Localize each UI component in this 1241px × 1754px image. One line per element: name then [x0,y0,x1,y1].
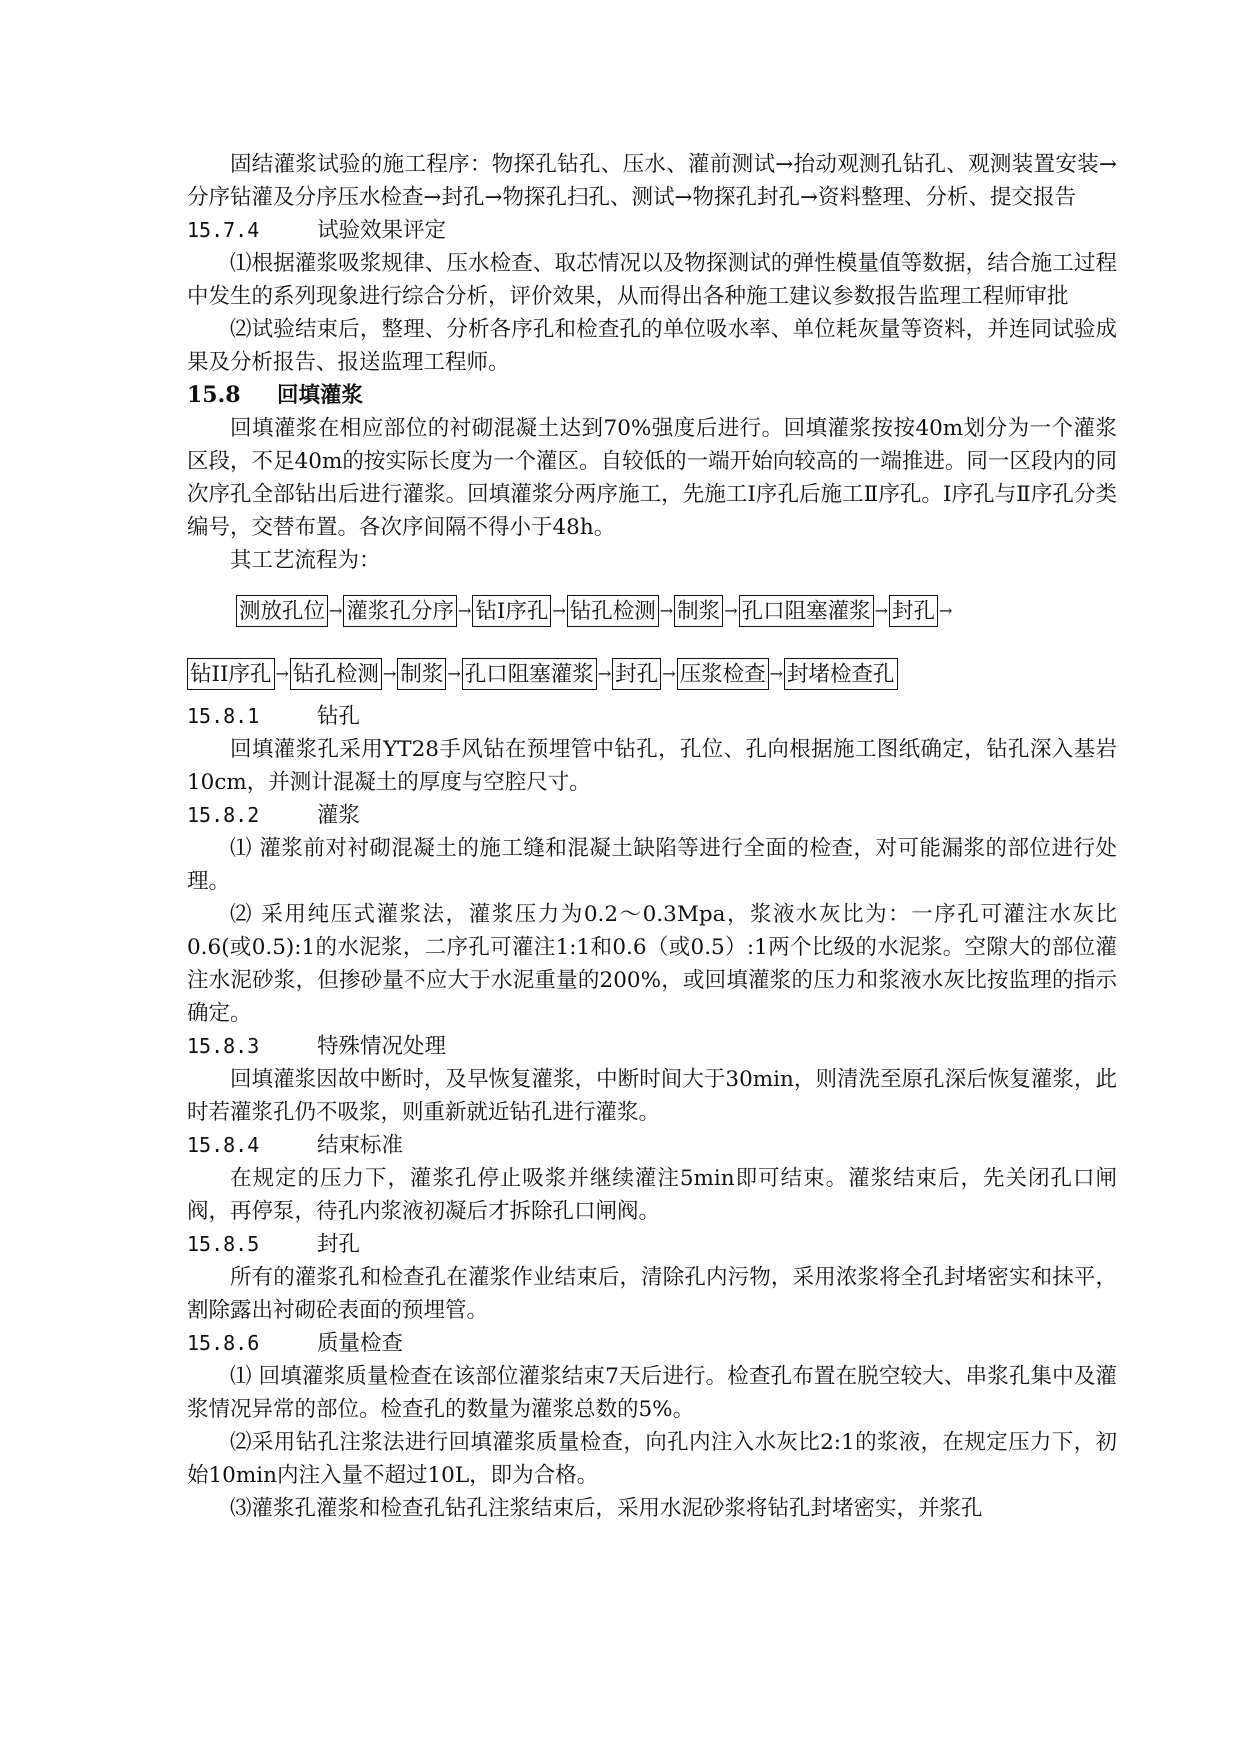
heading-title: 结束标准 [317,1133,404,1158]
heading-title: 特殊情况处理 [317,1034,447,1059]
heading-title: 钻孔 [317,704,361,729]
arrow-right-icon: → [275,664,289,683]
paragraph-quality-3: ⑶灌浆孔灌浆和检查孔钻孔注浆结束后，采用水泥砂浆将钻孔封堵密实，并浆孔 [230,1496,983,1521]
arrow-right-icon: → [329,601,343,620]
flow-step: 封堵检查孔 [784,658,898,690]
heading-15-8-3 [187,1030,1117,1063]
paragraph-backfill-intro: 回填灌浆在相应部位的衬砌混凝土达到70%强度后进行。回填灌浆按按40m划分为一个灌浆区段，不足40m的按实际长度为一个灌区。自较低的一端开始向较高的一端推进。同一区段内的同次序孔全部钻出后进行灌浆。回填灌浆分两序施工，先施工Ⅰ序孔后施工Ⅱ序孔。Ⅰ序孔与Ⅱ序孔分类编号，交替布置。各次序间隔不得小于48h。 [187,416,1117,540]
arrow-right-icon: → [939,601,953,620]
flow-step: 钻孔检测 [567,595,659,627]
paragraph-quality-2: ⑵采用钻孔注浆法进行回填灌浆质量检查，向孔内注入水灰比2:1的浆液，在规定压力下，初始10min内注入量不超过10L，即为合格。 [187,1430,1117,1488]
flow-step: 灌浆孔分序 [343,595,457,627]
flow-step: 钻孔检测 [290,658,382,690]
flow-step: 封孔 [889,595,938,627]
heading-number: 15.8.4 [187,1133,260,1157]
heading-number: 15.8.6 [187,1331,260,1355]
heading-number: 15.7.4 [187,218,260,242]
flow-step: 制浆 [397,658,446,690]
heading-number: 15.8.1 [187,704,260,728]
paragraph-grouting-procedure: 固结灌浆试验的施工程序：物探孔钻孔、压水、灌前测试→抬动观测孔钻孔、观测装置安装→分序钻灌及分序压水检查→封孔→物探孔扫孔、测试→物探孔封孔→资料整理、分析、提交报告 [187,152,1117,210]
heading-title: 封孔 [317,1232,361,1257]
arrow-right-icon: → [662,664,676,683]
heading-number: 15.8.2 [187,803,260,827]
arrow-right-icon: → [552,601,566,620]
process-flow-row-2 [187,658,1117,690]
flow-step: 测放孔位 [236,595,328,627]
flow-step: 压浆检查 [677,658,769,690]
paragraph-special-cases: 回填灌浆因故中断时，及早恢复灌浆，中断时间大于30min，则清洗至原孔深后恢复灌浆，此时若灌浆孔仍不吸浆，则重新就近钻孔进行灌浆。 [187,1067,1117,1125]
flow-step: 孔口阻塞灌浆 [462,658,597,690]
heading-number: 15.8.3 [187,1034,260,1058]
document-page [187,148,1117,1525]
heading-15-8-6 [187,1327,1117,1360]
heading-15-8 [187,379,1117,412]
arrow-right-icon: → [724,601,738,620]
paragraph-grouting-1: ⑴ 灌浆前对衬砌混凝土的施工缝和混凝土缺陷等进行全面的检查，对可能漏浆的部位进行处理。 [187,836,1117,894]
process-flow-row-1 [236,595,1117,627]
arrow-right-icon: → [659,601,674,620]
heading-title: 质量检查 [317,1331,404,1356]
heading-number: 15.8 [187,382,241,408]
arrow-right-icon: → [769,664,784,683]
paragraph-process-flow-label: 其工艺流程为： [230,548,381,573]
heading-15-8-1 [187,700,1117,733]
arrow-right-icon: → [874,601,889,620]
flow-step: 封孔 [612,658,661,690]
paragraph-evaluation-2: ⑵试验结束后，整理、分析各序孔和检查孔的单位吸水率、单位耗灰量等资料，并连同试验成果及分析报告、报送监理工程师。 [187,317,1117,375]
paragraph-sealing: 所有的灌浆孔和检查孔在灌浆作业结束后，清除孔内污物，采用浓浆将全孔封堵密实和抹平，割除露出衬砌砼表面的预埋管。 [187,1265,1117,1323]
paragraph-quality-1: ⑴ 回填灌浆质量检查在该部位灌浆结束7天后进行。检查孔布置在脱空较大、串浆孔集中及灌浆情况异常的部位。检查孔的数量为灌浆总数的5%。 [187,1364,1117,1422]
arrow-right-icon: → [457,601,472,620]
arrow-right-icon: → [597,664,612,683]
heading-title: 试验效果评定 [317,218,447,243]
flow-step: 孔口阻塞灌浆 [739,595,874,627]
flow-step: 钻II序孔 [187,658,275,690]
heading-15-8-4 [187,1129,1117,1162]
heading-15-7-4 [187,214,1117,247]
arrow-right-icon: → [382,664,397,683]
paragraph-end-criteria: 在规定的压力下，灌浆孔停止吸浆并继续灌注5min即可结束。灌浆结束后，先关闭孔口闸阀，再停泵，待孔内浆液初凝后才拆除孔口闸阀。 [187,1166,1117,1224]
heading-number: 15.8.5 [187,1232,260,1256]
paragraph-evaluation-1: ⑴根据灌浆吸浆规律、压水检查、取芯情况以及物探测试的弹性模量值等数据，结合施工过程中发生的系列现象进行综合分析，评价效果，从而得出各种施工建议参数报告监理工程师审批 [187,251,1117,309]
heading-15-8-2 [187,799,1117,832]
flow-step: 制浆 [674,595,723,627]
arrow-right-icon: → [447,664,461,683]
heading-title: 灌浆 [317,803,361,828]
paragraph-drilling: 回填灌浆孔采用YT28手风钻在预埋管中钻孔，孔位、孔向根据施工图纸确定，钻孔深入基岩10cm，并测计混凝土的厚度与空腔尺寸。 [187,737,1117,795]
flow-step: 钻Ⅰ序孔 [472,595,551,627]
heading-15-8-5 [187,1228,1117,1261]
heading-title: 回填灌浆 [277,383,364,408]
paragraph-grouting-2: ⑵ 采用纯压式灌浆法，灌浆压力为0.2～0.3Mpa，浆液水灰比为：一序孔可灌注水灰比0.6(或0.5):1的水泥浆，二序孔可灌注1:1和0.6（或0.5）:1两个比级的水泥浆。空隙大的部位灌注水泥砂浆，但掺砂量不应大于水泥重量的200%，或回填灌浆的压力和浆液水灰比按监理的指示确定。 [187,902,1117,1026]
